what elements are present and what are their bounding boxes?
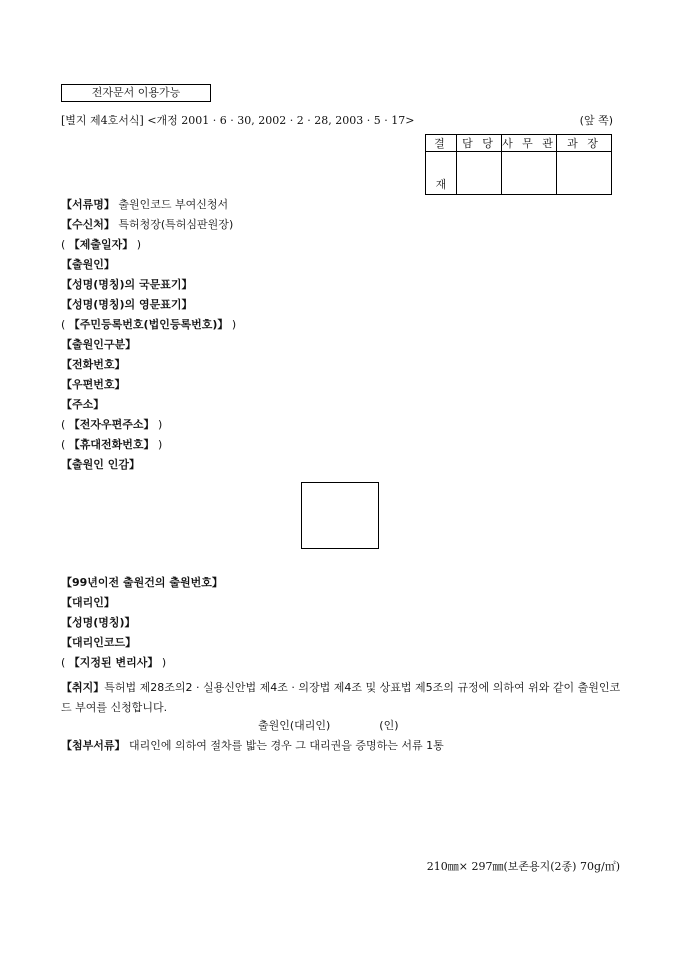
field-label: 【성명(명칭)】 <box>61 616 136 629</box>
form-field-row <box>61 574 223 592</box>
applicant-seal-box[interactable] <box>301 482 379 549</box>
optional-open-paren: ( <box>61 438 69 451</box>
optional-open-paren: ( <box>61 238 69 251</box>
form-field-row <box>61 416 162 434</box>
field-label: 【수신처】 <box>61 218 115 231</box>
optional-close-paren: ) <box>154 438 163 451</box>
form-field-row <box>61 654 166 672</box>
electronic-document-label: 전자문서 이용가능 <box>61 84 211 102</box>
paper-spec: 210㎜× 297㎜(보존용지(2종) 70g/㎡) <box>426 860 620 873</box>
optional-close-paren: ) <box>133 238 142 251</box>
purpose-paragraph <box>61 678 627 718</box>
field-label: 【출원인구분】 <box>61 338 137 351</box>
form-field-row <box>61 614 136 632</box>
approval-gyeol: 결 <box>426 135 457 152</box>
form-field-row <box>61 456 140 474</box>
applicant-signature-line: 출원인(대리인) (인) <box>258 719 399 732</box>
field-value[interactable]: 특허청장(특허심판원장) <box>114 218 234 231</box>
form-field-row <box>61 256 115 274</box>
approval-sign-officer[interactable] <box>502 152 557 195</box>
form-field-row <box>61 634 136 652</box>
form-field-row <box>61 196 228 214</box>
form-field-row <box>61 236 141 254</box>
form-field-row <box>61 436 162 454</box>
field-label: 【대리인】 <box>61 596 115 609</box>
attachment-label: 【첨부서류】 <box>61 739 126 752</box>
attachment-line <box>61 737 444 753</box>
attachment-text: 대리인에 의하여 절차를 밟는 경우 그 대리권을 증명하는 서류 1통 <box>129 739 444 752</box>
field-value[interactable]: 출원인코드 부여신청서 <box>114 198 229 211</box>
approval-table <box>425 134 612 195</box>
optional-close-paren: ) <box>158 656 167 669</box>
field-label: 【출원인 인감】 <box>61 458 140 471</box>
form-field-row <box>61 376 126 394</box>
form-field-row <box>61 216 233 234</box>
optional-open-paren: ( <box>61 656 69 669</box>
approval-jae: 재 <box>426 152 457 195</box>
approval-header-officer: 사 무 관 <box>502 135 557 152</box>
field-label: 【지정된 변리사】 <box>68 656 159 669</box>
approval-header-chief: 과 장 <box>557 135 612 152</box>
form-field-row <box>61 316 236 334</box>
field-label: 【대리인코드】 <box>61 636 137 649</box>
field-label: 【우편번호】 <box>61 378 126 391</box>
field-label: 【성명(명칭)의 영문표기】 <box>61 298 193 311</box>
optional-close-paren: ) <box>228 318 237 331</box>
form-field-row <box>61 336 136 354</box>
optional-close-paren: ) <box>154 418 163 431</box>
field-label: 【주소】 <box>61 398 105 411</box>
purpose-label: 【취지】 <box>61 681 105 694</box>
form-field-row <box>61 296 193 314</box>
form-reference: [별지 제4호서식] <개정 2001 · 6 · 30, 2002 · 2 · 28, 2003 · 5 · 17> <box>61 114 415 127</box>
front-side-marker: (앞 쪽) <box>579 114 613 127</box>
form-field-row <box>61 356 126 374</box>
field-label: 【출원인】 <box>61 258 115 271</box>
purpose-text: 특허법 제28조의2 · 실용신안법 제4조 · 의장법 제4조 및 상표법 제5조의 규정에 의하여 위와 같이 출원인코드 부여를 신청합니다. <box>61 681 621 714</box>
approval-sign-staff[interactable] <box>457 152 502 195</box>
form-field-row <box>61 276 193 294</box>
form-field-row <box>61 396 104 414</box>
field-label: 【서류명】 <box>61 198 115 211</box>
field-label: 【99년이전 출원건의 출원번호】 <box>61 576 223 589</box>
field-label: 【성명(명칭)의 국문표기】 <box>61 278 193 291</box>
optional-open-paren: ( <box>61 418 69 431</box>
field-label: 【전자우편주소】 <box>68 418 155 431</box>
optional-open-paren: ( <box>61 318 69 331</box>
form-field-row <box>61 594 115 612</box>
field-label: 【주민등록번호(법인등록번호)】 <box>68 318 229 331</box>
field-label: 【제출일자】 <box>68 238 134 251</box>
field-label: 【휴대전화번호】 <box>68 438 155 451</box>
approval-header-staff: 담 당 <box>457 135 502 152</box>
approval-sign-chief[interactable] <box>557 152 612 195</box>
field-label: 【전화번호】 <box>61 358 126 371</box>
